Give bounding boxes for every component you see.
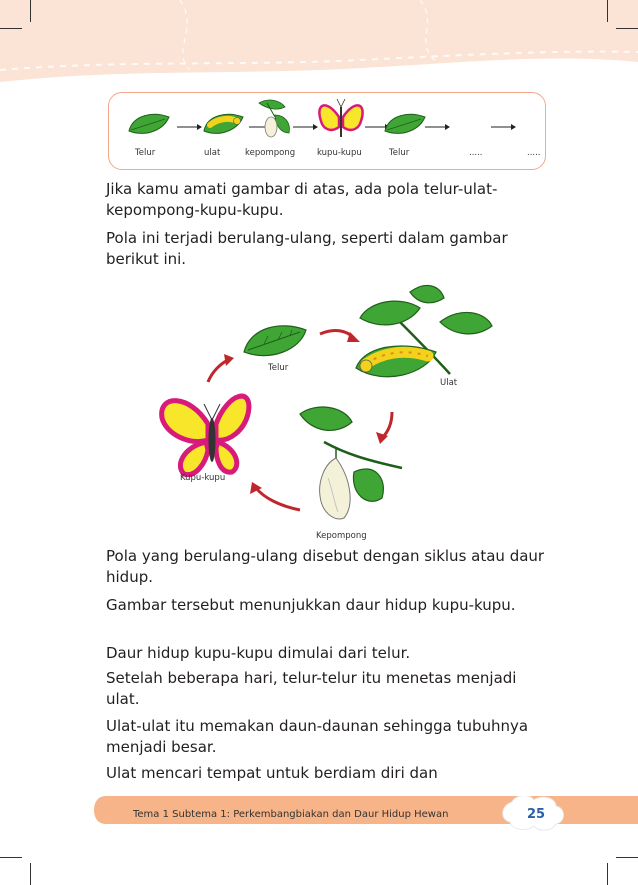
crop-mark bbox=[0, 28, 22, 29]
crop-mark bbox=[616, 857, 638, 858]
label-telur: Telur bbox=[268, 363, 289, 373]
arrow-icon bbox=[177, 124, 202, 130]
label-kupu-kupu: Kupu-kupu bbox=[180, 473, 226, 483]
cycle-arrow-icon bbox=[320, 331, 360, 342]
cycle-arrow-icon bbox=[208, 354, 234, 382]
strip-label-telur-2: Telur bbox=[389, 148, 410, 158]
butterfly-icon bbox=[319, 99, 362, 137]
pattern-strip bbox=[108, 92, 546, 170]
crop-mark bbox=[0, 857, 22, 858]
cocoon-branch-icon bbox=[300, 407, 402, 519]
strip-label-kepompong: kepompong bbox=[245, 148, 296, 158]
cycle-arrow-icon bbox=[250, 482, 300, 510]
strip-label-kupu-kupu: kupu-kupu bbox=[317, 148, 362, 158]
arrow-icon bbox=[425, 124, 450, 130]
egg-leaf-icon bbox=[244, 326, 306, 356]
label-kepompong: Kepompong bbox=[316, 531, 367, 541]
paragraph-1: Jika kamu amati gambar di atas, ada pola telur-ulat-kepompong-kupu-kupu. bbox=[106, 180, 498, 219]
paragraph-8: Ulat mencari tempat untuk berdiam diri dan bbox=[106, 764, 438, 782]
paragraph-6: Setelah beberapa hari, telur-telur itu menetas menjadi ulat. bbox=[106, 669, 517, 708]
footer-text: Tema 1 Subtema 1: Perkembangbiakan dan Daur Hidup Hewan bbox=[133, 809, 449, 820]
leaf-egg-icon bbox=[385, 114, 425, 133]
strip-label-blank-2: ..... bbox=[527, 148, 541, 158]
strip-label-telur: Telur bbox=[135, 148, 156, 158]
crop-mark bbox=[30, 0, 31, 22]
page-number: 25 bbox=[526, 807, 546, 822]
cycle-arrow-icon bbox=[376, 412, 392, 444]
caterpillar-icon bbox=[204, 114, 243, 133]
arrow-icon bbox=[293, 124, 318, 130]
crop-mark bbox=[30, 863, 31, 885]
paragraph-2: Pola ini terjadi berulang-ulang, seperti dalam gambar berikut ini. bbox=[106, 229, 508, 268]
strip-label-blank-1: ..... bbox=[469, 148, 483, 158]
butterfly-icon bbox=[162, 396, 249, 475]
paragraph-7: Ulat-ulat itu memakan daun-daunan sehingga tubuhnya menjadi besar. bbox=[106, 717, 529, 756]
paragraph-3: Pola yang berulang-ulang disebut dengan siklus atau daur hidup. bbox=[106, 547, 545, 586]
caterpillar-branch-icon bbox=[356, 285, 492, 376]
crop-mark bbox=[607, 863, 608, 885]
paragraph-5: Daur hidup kupu-kupu dimulai dari telur. bbox=[106, 644, 411, 662]
arrow-icon bbox=[491, 124, 516, 130]
crop-mark bbox=[607, 0, 608, 22]
strip-label-ulat: ulat bbox=[204, 148, 221, 158]
cocoon-icon bbox=[259, 100, 289, 137]
crop-mark bbox=[616, 28, 638, 29]
leaf-egg-icon bbox=[129, 114, 169, 133]
life-cycle-diagram bbox=[140, 282, 510, 548]
label-ulat: Ulat bbox=[440, 378, 458, 388]
paragraph-4: Gambar tersebut menunjukkan daur hidup kupu-kupu. bbox=[106, 596, 516, 614]
